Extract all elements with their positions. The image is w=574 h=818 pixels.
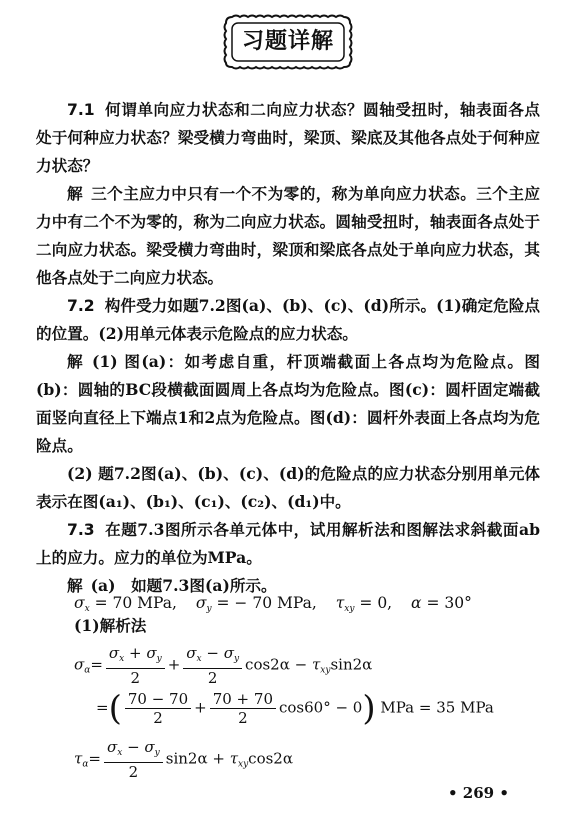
sigma-y-value: = − 70 MPa, (216, 594, 317, 612)
question-number: 7.3 (67, 521, 95, 539)
answer-label: 解 (67, 577, 83, 595)
question-7-3 (36, 516, 540, 572)
alpha-value: = 30° (426, 594, 472, 612)
answer-text: (1) 图(a)：如考虑自重，杆顶端截面上各点均为危险点。图(b)：圆轴的BC段横截面圆周上各点均为危险点。图(c)：圆杆固定端截面竖向直径上下端点1和2点为危险点。图(d)：圆杆外表面上各点均为危险点。 (36, 352, 540, 455)
section-title: 习题详解 (241, 29, 334, 54)
question-7-1 (36, 96, 540, 180)
equation-sigma-alpha-numeric: =( $\frac{70 - 70}{2}$ + $\frac{70 + 70}{2}$ cos60° − 0) MPa = 35 MPa (96, 688, 494, 729)
tau-xy-value: = 0, (359, 594, 393, 612)
given-values: $\sigma_x = 70$ MPa, $\sigma_y$ = − 70 MPa, $\tau_{xy} = 0$, α = 30° (74, 594, 472, 614)
answer-text: 三个主应力中只有一个不为零的，称为单向应力状态。三个主应力中有二个不为零的，称为二向应力状态。圆轴受扭时，轴表面各点处于二向应力状态。梁受横力弯曲时，梁顶和梁底各点处于单向应力状态，其他各点处于二向应力状态。 (36, 184, 540, 287)
answer-7-2-part2 (36, 460, 540, 516)
answer-7-1 (36, 180, 540, 292)
question-text: 在题7.3图所示各单元体中，试用解析法和图解法求斜截面ab上的应力。应力的单位为MPa。 (36, 520, 540, 567)
answer-text: (a) 如题7.3图(a)所示。 (90, 576, 277, 595)
question-7-2 (36, 292, 540, 348)
answer-text: (2) 题7.2图(a)、(b)、(c)、(d)的危险点的应力状态分别用单元体表示在图(a₁)、(b₁)、(c₁)、(c₂)、(d₁)中。 (36, 464, 540, 511)
answer-label: 解 (67, 353, 84, 371)
question-number: 7.1 (67, 101, 95, 119)
page-number: • 269 • (448, 784, 509, 802)
equation-sigma-alpha: $\sigma_\alpha=$ $\frac{\sigma_x + \sigma_y}{2}$ + $\frac{\sigma_x - \sigma_y}{2}$ $\cos 2\alpha - \tau_{xy}\sin 2\alpha$ (74, 644, 373, 687)
method-heading: (1)解析法 (74, 616, 147, 635)
equation-tau-alpha: $\tau_\alpha=$ $\frac{\sigma_x - \sigma_y}{2}$ $\sin 2\alpha + \tau_{xy}\cos 2\alpha$ (74, 738, 293, 781)
question-text: 构件受力如题7.2图(a)、(b)、(c)、(d)所示。(1)确定危险点的位置。(2)用单元体表示危险点的应力状态。 (36, 296, 540, 343)
answer-label: 解 (67, 185, 84, 203)
sigma-x-value: = 70 MPa, (94, 594, 177, 612)
question-text: 何谓单向应力状态和二向应力状态？圆轴受扭时，轴表面各点处于何种应力状态？梁受横力弯曲时，梁顶、梁底及其他各点处于何种应力状态？ (36, 100, 540, 175)
answer-7-2-part1 (36, 348, 540, 460)
question-number: 7.2 (67, 297, 95, 315)
